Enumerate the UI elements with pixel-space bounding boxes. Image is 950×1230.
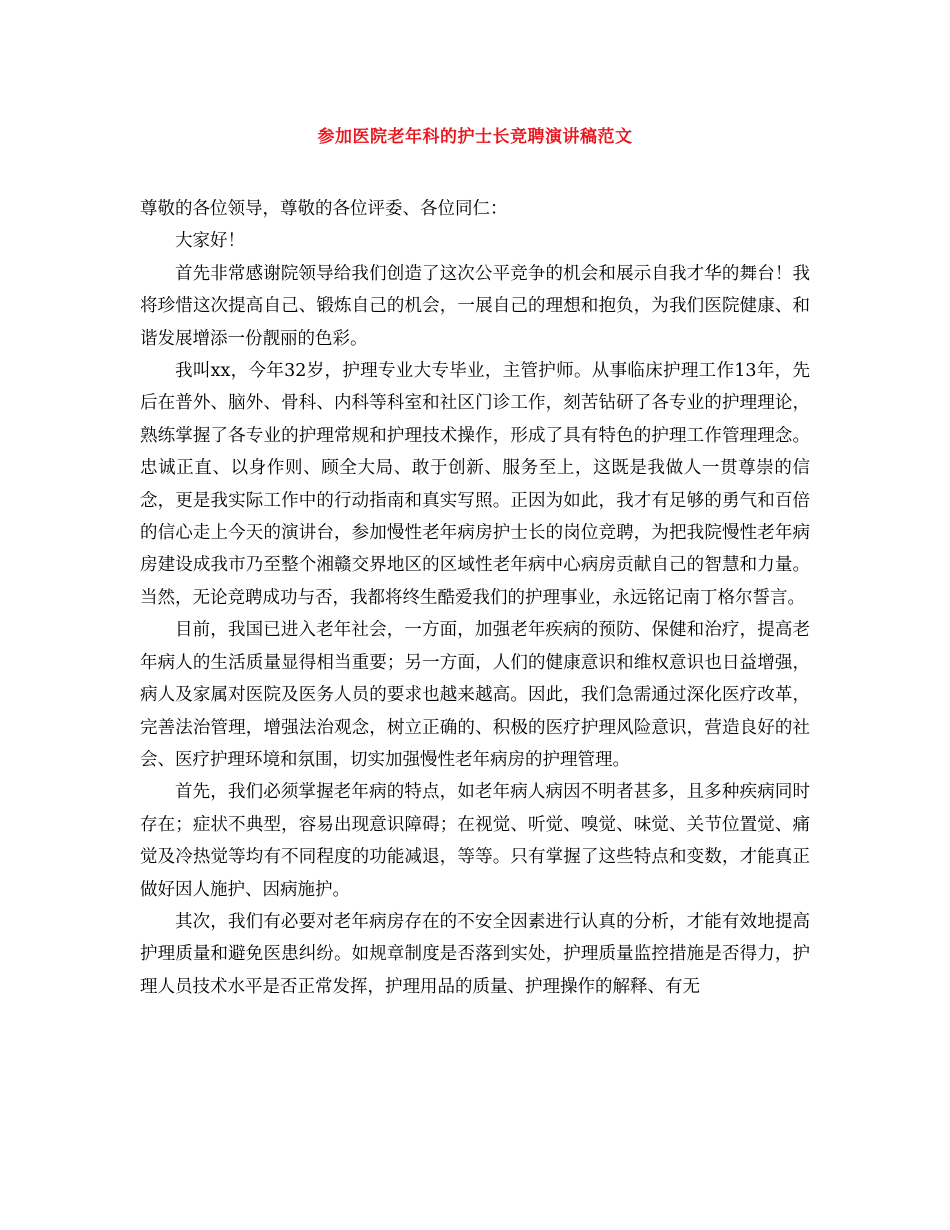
paragraph-first-point: 首先，我们必须掌握老年病的特点，如老年病人病因不明者甚多，且多种疾病同时存在；症状不典型，容易出现意识障碍；在视觉、听觉、嗅觉、味觉、关节位置觉、痛觉及冷热觉等均有不同程度的功能减退，等等。只有掌握了这些特点和变数，才能真正做好因人施护、因病施护。 xyxy=(140,782,810,900)
paragraph-greeting: 大家好！ xyxy=(175,231,245,252)
paragraph-second-point: 其次，我们有必要对老年病房存在的不安全因素进行认真的分析，才能有效地提高护理质量和避免医患纠纷。如规章制度是否落到实处，护理质量监控措施是否得力，护理人员技术水平是否正常发挥，护理用品的质量、护理操作的解释、有无 xyxy=(140,911,810,997)
paragraph-thanks: 首先非常感谢院领导给我们创造了这次公平竞争的机会和展示自我才华的舞台！我将珍惜这次提高自己、锻炼自己的机会，一展自己的理想和抱负，为我们医院健康、和谐发展增添一份靓丽的色彩。 xyxy=(140,263,810,349)
paragraph-background: 目前，我国已进入老年社会，一方面，加强老年疾病的预防、保健和治疗，提高老年病人的生活质量显得相当重要；另一方面，人们的健康意识和维权意识也日益增强，病人及家属对医院及医务人员的要求也越来越高。因此，我们急需通过深化医疗改革，完善法治管理，增强法治观念，树立正确的、积极的医疗护理风险意识，营造良好的社会、医疗护理环境和氛围，切实加强慢性老年病房的护理管理。 xyxy=(140,620,810,770)
salutation: 尊敬的各位领导，尊敬的各位评委、各位同仁： xyxy=(140,199,508,219)
document-body xyxy=(140,193,810,1003)
paragraph-self-introduction: 我叫xx，今年32岁，护理专业大专毕业，主管护师。从事临床护理工作13年，先后在普外、脑外、骨科、内科等科室和社区门诊工作，刻苦钻研了各专业的护理理论，熟练掌握了各专业的护理常规和护理技术操作，形成了具有特色的护理工作管理理念。忠诚正直、以身作则、顾全大局、敢于创新、服务至上，这既是我做人一贯尊崇的信念，更是我实际工作中的行动指南和真实写照。正因为如此，我才有足够的勇气和百倍的信心走上今天的演讲台，参加慢性老年病房护士长的岗位竞聘，为把我院慢性老年病房建设成我市乃至整个湘赣交界地区的区域性老年病中心病房贡献自己的智慧和力量。当然，无论竞聘成功与否，我都将终生酷爱我们的护理事业，永远铭记南丁格尔誓言。 xyxy=(140,361,810,608)
document-title: 参加医院老年科的护士长竞聘演讲稿范文 xyxy=(317,127,633,147)
